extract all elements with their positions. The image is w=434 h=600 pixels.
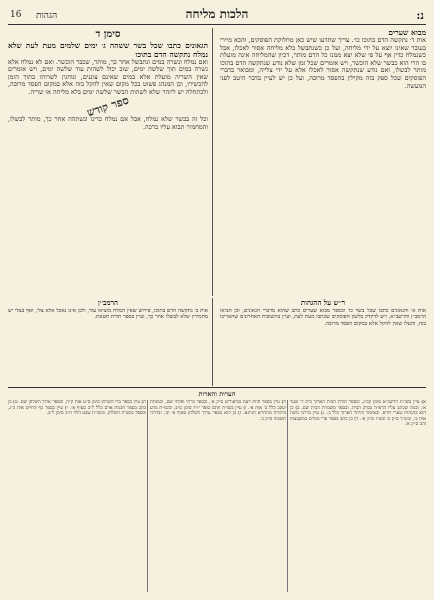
notes-divider-2 (147, 400, 148, 592)
notes-col-1: א) עיין בשו״ת הרשב״א סימן קכ״ג, ובספר תורת הבית הארוך בית ד׳ שער א׳, ובמה שכתב עליו הרא״ה בבדק הבית, ובספר משמרת הבית שם. ב) כן הוא בהגהות שערי דורא, ובאיסור והיתר הארוך כלל ב׳. ג) עיין בדרכי משה אות ב׳, ובש״ך ס״ק ב׳ ובט״ז ס״ק א׳. ד) כן כתב בספר פרי מגדים במשבצות זהב ס״ק א׳. (290, 400, 426, 428)
siman-heading: הגאונים כתבו שכל בשר ששהה ג׳ ימים שלמים מעת לעת שלא נמלח נתקשה הדם בתוכו (8, 40, 208, 59)
column-divider (212, 28, 213, 296)
page-number: 16 (10, 10, 22, 20)
commentary-right: אות א׳ והגאונים כתבו שכל בשר כו׳ ובספר מבוא שערים כתב שהוא מדברי הגאונים, וכן הביאו הרמב״ן והרשב״א, ויש לדקדק בלשון הפוסקים שכתבו מעת לעת, ועיין בתשובות האחרונים שהאריכו בזה, והעלו שאין להקל אלא במקום הפסד מרובה. (220, 308, 426, 327)
ownership-stamp: ספר קודש (85, 93, 131, 119)
notes-divider (8, 387, 426, 388)
header-left-caption: הגהות (36, 11, 58, 21)
commentary-left: אות ב׳ נתקשה הדם בתוכו, פירוש שאין המלח מוציאו עוד, ולכן אינו נאכל אלא צלי, ואף בצלי יש מחמירין שלא לבשלו אחר כך, ועיין בספר תורת חטאת. (8, 308, 208, 321)
right-col-text: אות ד׳ נתקשה הדם בתוכו כו׳. צריך שתדעו שיש כאן מחלוקת הפוסקים, והכא מיירי בעובר שאינו יוצא על ידי מליחה, ועל כן כשנתבשל בלא מליחה אסור לאכלו, אבל כשנמלח כדין אף על פי שלא יצא ממנו כל הדם מותר, דכיון שהמליחה אינה מועלת בו הרי הוא כבשר שלא הוכשר, ויש אומרים שכל זמן שלא נודע שנתקשה הדם בתוכו מותר לבשלו, ואם נודע שנתקשה אסור לאכלו אלא על ידי צלייה, ומבואר בדברי הפוסקים שכל ספק בזה מקילין בהפסד מרובה, ועל כן יש לעיין בדבר היטב לפני המעשה. (220, 36, 426, 90)
siman-label: סימן ד (95, 29, 121, 40)
left-col-text: ואם נמלח ונשרה במים ונתבשל אחר כך, מותר, שכבר הוכשר. ואם לא נמלח אלא נשרה במים תוך שלשה ימים, שוב יכול לשהות עוד שלשה ימים, ויש אומרים שאין השריה מועלת אלא במים שאינם צוננים, ונוהגין לשרותו בתוך הזמן להכשירו, וכן המנהג פשוט בכל מקום שאין להקל בזה אלא במקום הפסד מרובה, ולכתחלה יש ליזהר שלא לשהות הבשר שלשה ימים בלא מליחה או שריה. (8, 57, 208, 96)
commentary-title-right: ר׳׳ש על ההגהות (300, 298, 346, 307)
page-header (8, 6, 426, 25)
right-col-heading: מבוא שערים (388, 28, 426, 37)
commentary-title-left: הרמב׳׳ן (97, 298, 118, 307)
document-page (8, 6, 426, 594)
notes-col-3: ח) עיין בספר בדי השלחן סימן ס״ט אות ק״ה, ובספר ארוך השלחן שם. ט) כן כתב בספר חכמת אדם כלל ל״ב סעיף א׳. י) עיין בספר כף החיים אות כ״ג, ובספר מסגרת השלחן, ובשו״ת שבט הלוי ח״ב סימן ל״ב. (8, 400, 146, 417)
notes-divider-1 (287, 400, 288, 592)
left-col-tail: וכל זה בבשר שלא נמלח, אבל אם נמלח כדינו ונשתהה אחר כך, מותר לבשלו, והמחמיר תבוא עליו ברכה. (8, 115, 208, 131)
main-text-left (8, 28, 208, 296)
main-text-right (220, 28, 426, 296)
folio-mark: נ: (416, 9, 424, 22)
notes-col-2: ה) עיין בספר חוות דעת בביאורים ס״ק א׳, ובספר כרתי ופלתי שם, ובמנחת יעקב כלל ב׳ אות א׳. ו) עיין בשו״ת חתם סופר יו״ד סימן ס״ב, ובשו״ת נודע ביהודה מהדורא תניינא. ז) כן הוא בספר ערוך השלחן סעיף א׳ וב׳, ובדרכי תשובה ס״ק ב׳. (150, 400, 286, 422)
notes-title: הערות והארות (198, 390, 236, 398)
commentary-divider (212, 298, 213, 386)
page-title: הלכות מליחה (185, 7, 249, 21)
